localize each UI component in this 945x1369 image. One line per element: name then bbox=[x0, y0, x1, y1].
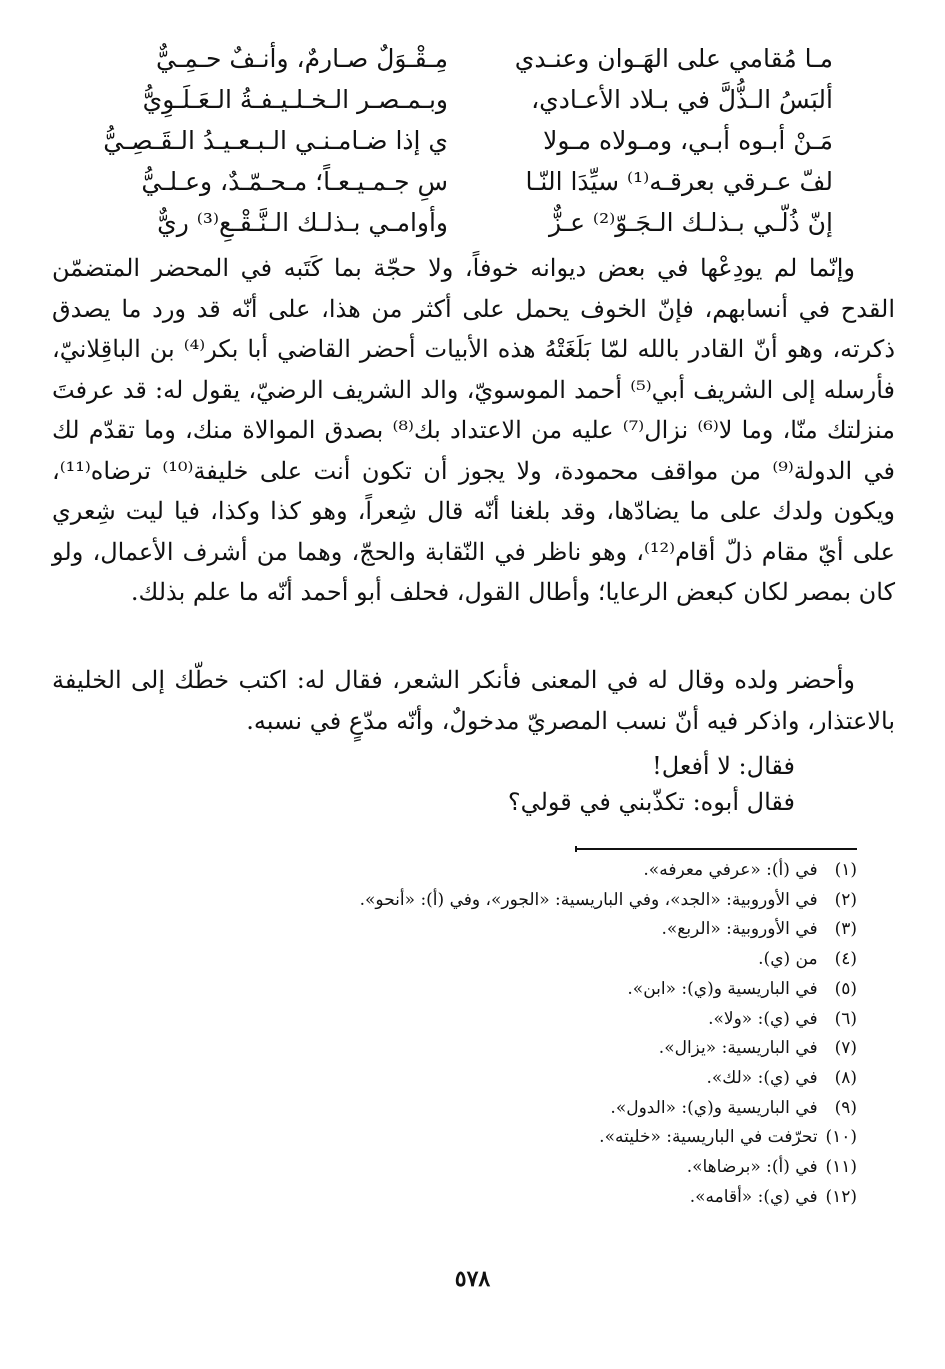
verse-first-hemistich: مـا مُقامي على الهَـوان وعنـدي bbox=[514, 44, 833, 73]
verse bbox=[118, 38, 833, 79]
footnote-number: (١١) bbox=[825, 1157, 857, 1178]
footnote bbox=[57, 1183, 857, 1213]
footnote-number: (٤) bbox=[834, 949, 857, 970]
footnote-number: (١) bbox=[834, 860, 857, 880]
footnote-text: في (ي): «أقامه». bbox=[689, 1186, 818, 1207]
footnote-number: (٦) bbox=[834, 1008, 857, 1029]
paragraph-text: وأحضر ولده وقال له في المعنى فأنكر الشعر، فقال له: اكتب خطّك إلى الخليفة بالاعتذار، واذكر فيه أنّ نسب المصريّ مدخولٌ، وأنّه مدّعٍ في نسبه. bbox=[52, 666, 895, 735]
verse-second-hemistich: سِ جـمـيـعـاً؛ مـحـمّـدٌ، وعـلـيُّ bbox=[141, 167, 448, 196]
footnote-number: (٣) bbox=[834, 919, 857, 940]
footnote bbox=[57, 945, 857, 975]
dialog-line: فقال أبوه: تكذّبني في قولي؟ bbox=[507, 788, 795, 816]
verse-first-hemistich: إنّ ذُلّـي بـذلـك الـجَـوّ⁽²⁾ عـزٌّ bbox=[548, 208, 833, 237]
footnote-number: (٧) bbox=[834, 1038, 857, 1059]
footnote-text: في الباريسية: «يزال». bbox=[658, 1038, 818, 1059]
footnote-number: (١٢) bbox=[825, 1186, 857, 1207]
verse bbox=[118, 202, 833, 243]
footnote-number: (١٠) bbox=[825, 1127, 857, 1148]
footnote-number: (٩) bbox=[834, 1097, 857, 1118]
footnote bbox=[57, 1064, 857, 1094]
verse bbox=[118, 79, 833, 120]
footnote bbox=[57, 1153, 857, 1183]
verse-first-hemistich: ألبَسُ الـذُّلَّ في بـلاد الأعـادي، bbox=[531, 85, 833, 114]
verse-second-hemistich: وأوامـي بـذلـك الـنَّـقْـعِ⁽³⁾ ريٌّ bbox=[157, 208, 448, 237]
footnote bbox=[57, 856, 857, 886]
dialog-line: فقال: لا أفعل! bbox=[652, 752, 795, 780]
footnote-text: في الأوروبية: «الربع». bbox=[661, 919, 818, 940]
footnote-number: (٥) bbox=[834, 978, 857, 999]
verse bbox=[103, 120, 833, 161]
footnote-text: في (ي): «ولا». bbox=[708, 1008, 818, 1029]
page-number: ٥٧٨ bbox=[454, 1266, 491, 1292]
footnote-text: في (أ): «عرفي معرفه». bbox=[643, 860, 818, 880]
footnote-text: في الباريسية و(ي): «الدول». bbox=[610, 1097, 818, 1118]
footnotes bbox=[57, 856, 857, 1212]
footnote-divider-tick bbox=[575, 846, 577, 852]
footnote bbox=[57, 975, 857, 1005]
footnote bbox=[57, 886, 857, 916]
dialog-lines bbox=[508, 748, 795, 820]
paragraph-text: وإنّما لم يودِعْها في بعض ديوانه خوفاً، ولا حجّة بما كَتَبه في المحضر المتضمّن القدح في أنسابهم، فإنّ الخوف يحمل على أكثر من هذا، على أنّه قد ورد ما يصدق ذكرته، وهو أنّ القادر بالله لمّا بَلَغَتْهُ هذه الأبيات أحضر القاضي أبا بكر⁽⁴⁾ بن الباقِلانيّ، فأرسله إلى الشريف أبي⁽⁵⁾ أحمد الموسويّ، والد الشريف الرضيّ، يقول له: قد عرفتَ منزلتك منّا، وما لا⁽⁶⁾ نزال⁽⁷⁾ عليه من الاعتداد بك⁽⁸⁾ بصدق الموالاة منك، وما تقدّم لك في الدولة⁽⁹⁾ من مواقف محمودة، ولا يجوز أن تكون أنت على خليفة⁽¹⁰⁾ ترضاه⁽¹¹⁾، ويكون ولدك على ما يضادّها، وقد بلغنا أنّه قال شِعراً، وهو كذا وكذا، فيا ليت شِعري على أيّ مقام ذلّ أقام⁽¹²⁾، وهو ناظر في النّقابة والحجّ، وهما من أشرف الأعمال، ولو كان بمصر لكان كبعض الرعايا؛ وأطال القول، فحلف أبو أحمد أنّه ما علم بذلك. bbox=[52, 254, 896, 606]
verse-second-hemistich: مِـقْـوَلٌ صـارمٌ، وأنـفٌ حـمِـيٌّ bbox=[156, 44, 448, 73]
footnote-text: في (ي): «لك». bbox=[706, 1067, 818, 1088]
footnote-number: (٢) bbox=[834, 889, 857, 910]
footnote-text: تحرّفت في الباريسية: «خليته». bbox=[599, 1127, 818, 1148]
poem bbox=[103, 38, 833, 243]
body-paragraph-1 bbox=[52, 248, 895, 613]
footnote-text: في الباريسية و(ي): «ابن». bbox=[627, 978, 818, 999]
footnote bbox=[57, 915, 857, 945]
footnote bbox=[57, 1123, 857, 1153]
footnote-text: في الأوروبية: «الجد»، وفي الباريسية: «الجور»، وفي (أ): «أنحو». bbox=[359, 889, 818, 910]
footnote bbox=[57, 1005, 857, 1035]
verse-second-hemistich: ي إذا ضـامـنـي الـبـعـيـدُ الـقَـصِـيُّ bbox=[103, 126, 448, 155]
footnote-number: (٨) bbox=[834, 1067, 857, 1088]
footnote-text: من (ي). bbox=[758, 949, 818, 970]
verse-second-hemistich: وبـمـصـر الـخـلـيـفـةُ الـعَـلَـوِيُّ bbox=[142, 85, 448, 114]
footnote bbox=[57, 1094, 857, 1124]
body-paragraph-2 bbox=[52, 660, 895, 741]
footnote-text: في (أ): «برضاها». bbox=[686, 1157, 818, 1178]
verse-first-hemistich: مَـنْ أبـوه أبـي، ومـولاه مـولا bbox=[543, 126, 833, 155]
verse-first-hemistich: لفّ عـرقي بعرقـه⁽¹⁾ سيِّدَا النّـا bbox=[525, 167, 833, 196]
footnote-divider bbox=[575, 848, 857, 850]
verse bbox=[118, 161, 833, 202]
footnote bbox=[57, 1034, 857, 1064]
